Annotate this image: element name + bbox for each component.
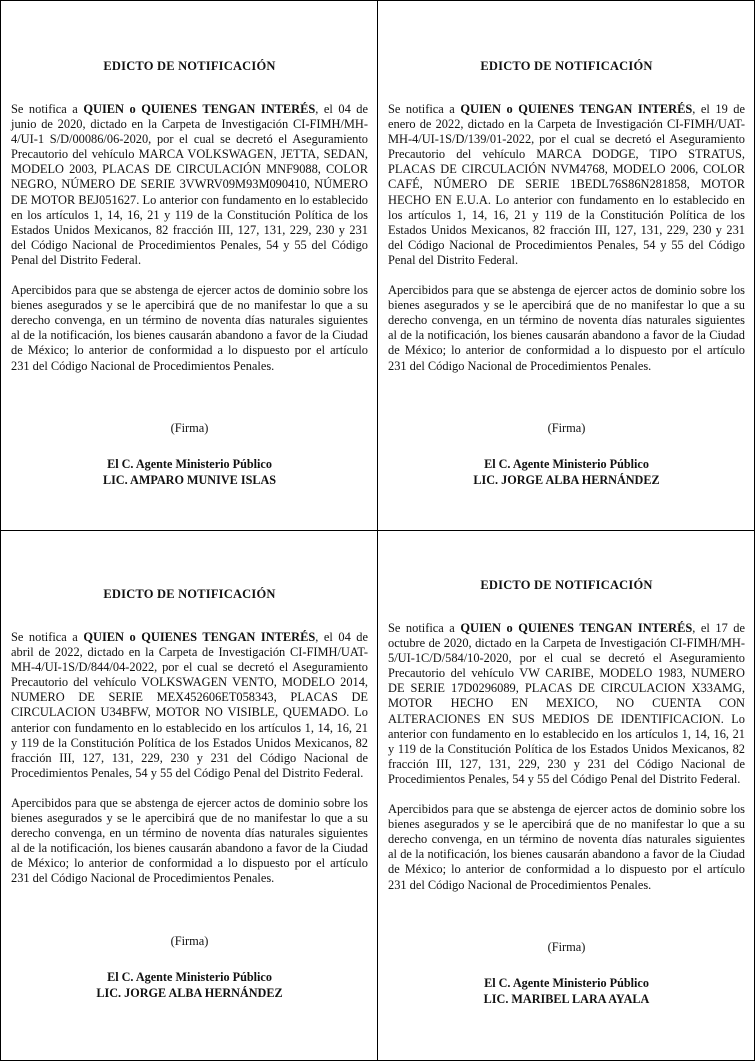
notice-addressee: QUIEN o QUIENES TENGAN INTERÉS <box>460 102 693 116</box>
notice-panel <box>377 0 755 531</box>
notice-title: EDICTO DE NOTIFICACIÓN <box>103 587 276 601</box>
notice-panel <box>0 0 378 531</box>
signatory-block <box>11 969 368 1001</box>
notice-warning: Apercibidos para que se abstenga de ejercer actos de dominio sobre los bienes asegurados y se le apercibirá que de no manifestar lo que a su derecho convenga, en un término de noventa días naturales siguientes al de la notificación, los bienes causarán abandono a favor de la Ciudad de México; lo anterior de conformidad a lo dispuesto por el artículo 231 del Código Nacional de Procedimientos Penales. <box>388 802 745 892</box>
notice-addressee: QUIEN o QUIENES TENGAN INTERÉS <box>83 102 316 116</box>
signature-line: (Firma) <box>547 420 586 435</box>
notice-details: , el 17 de octubre de 2020, dictado en la Carpeta de Investigación CI-FIMH/MH-5/UI-1C/D/584/10-2020, por el cual se decretó el Aseguramiento Precautorio del vehículo VW CARIBE, MODELO 1983, NUMERO DE SERIE 17D0296089, PLACAS DE CIRCULACION X33AMG, MOTOR HECHO EN MEXICO, NO CUENTA CON ALTERACIONES EN SUS MEDIOS DE IDENTIFICACION. Lo anterior con fundamento en lo establecido en los artículos 1, 14, 16, 21 y 119 de la Constitución Política de los Estados Unidos Mexicanos, 82 fracción III, 127, 131, 229, 230 y 231 del Código Nacional de Procedimientos Penales, 54 y 55 del Código Penal del Distrito Federal. <box>388 621 746 786</box>
notice-content <box>11 587 368 1001</box>
notice-warning: Apercibidos para que se abstenga de ejercer actos de dominio sobre los bienes asegurados y se le apercibirá que de no manifestar lo que a su derecho convenga, en un término de noventa días naturales siguientes al de la notificación, los bienes causarán abandono a favor de la Ciudad de México; lo anterior de conformidad a lo dispuesto por el artículo 231 del Código Nacional de Procedimientos Penales. <box>11 795 368 886</box>
notice-title: EDICTO DE NOTIFICACIÓN <box>103 59 276 73</box>
agent-name: LIC. JORGE ALBA HERNÁNDEZ <box>473 472 660 487</box>
notice-warning: Apercibidos para que se abstenga de ejercer actos de dominio sobre los bienes asegurados y se le apercibirá que de no manifestar lo que a su derecho convenga, en un término de noventa días naturales siguientes al de la notificación, los bienes causarán abandono a favor de la Ciudad de México; lo anterior de conformidad a lo dispuesto por el artículo 231 del Código Nacional de Procedimientos Penales. <box>11 283 368 373</box>
agent-name: LIC. JORGE ALBA HERNÁNDEZ <box>96 985 283 1000</box>
notice-details: , el 19 de enero de 2022, dictado en la Carpeta de Investigación CI-FIMH/UAT-MH-4/UI-1S/D/139/01-2022, por el cual se decretó el Aseguramiento Precautorio del vehículo MARCA DODGE, TIPO STRATUS, PLACAS DE CIRCULACIÓN NVM4768, MODELO 2006, COLOR CAFÉ, NÚMERO DE SERIE 1BEDL76S86N281858, MOTOR HECHO EN E.U.A. Lo anterior con fundamento en lo establecido en los artículos 1, 14, 16, 21 y 119 de la Constitución Política de los Estados Unidos Mexicanos, 82 fracción III, 127, 131, 229, 230 y 231 del Código Nacional de Procedimientos Penales, 54 y 55 del Código Penal del Distrito Federal. <box>388 102 746 267</box>
notice-addressee: QUIEN o QUIENES TENGAN INTERÉS <box>460 621 693 635</box>
agent-title: El C. Agente Ministerio Público <box>484 975 649 990</box>
notice-title: EDICTO DE NOTIFICACIÓN <box>480 59 653 73</box>
signature-line: (Firma) <box>547 939 586 954</box>
notice-details: , el 04 de abril de 2022, dictado en la Carpeta de Investigación CI-FIMH/UAT-MH-4/UI-1S/D/844/04-2022, por el cual se decretó el Aseguramiento Precautorio del vehículo VOLKSWAGEN VENTO, MODELO 2014, NUMERO DE SERIE MEX452606ET058343, PLACAS DE CIRCULACION U34BFW, MOTOR NO VISIBLE, QUEMADO. Lo anterior con fundamento en lo establecido en los artículos 1, 14, 16, 21 y 119 de la Constitución Política de los Estados Unidos Mexicanos, 82 fracción III, 127, 131, 229, 230 y 231 del Código Nacional de Procedimientos Penales, 54 y 55 del Código Penal del Distrito Federal. <box>11 630 369 780</box>
notice-intro: Se notifica a <box>11 102 78 116</box>
notice-intro: Se notifica a <box>388 621 455 635</box>
notice-body <box>11 102 368 268</box>
notice-title: EDICTO DE NOTIFICACIÓN <box>480 578 653 592</box>
notice-details: , el 04 de junio de 2020, dictado en la Carpeta de Investigación CI-FIMH/MH-4/UI-1 S/D/00086/06-2020, por el cual se decretó el Aseguramiento Precautorio del vehículo MARCA VOLKSWAGEN, JETTA, SEDAN, MODELO 2003, PLACAS DE CIRCULACIÓN MNF9088, COLOR NEGRO, NÚMERO DE SERIE 3VWRV09M93M090410, NÚMERO DE MOTOR BEJ051627. Lo anterior con fundamento en lo establecido en los artículos 1, 14, 16, 21 y 119 de la Constitución Política de los Estados Unidos Mexicanos, 82 fracción III, 127, 131, 229, 230 y 231 del Código Nacional de Procedimientos Penales, 54 y 55 del Código Penal del Distrito Federal. <box>11 102 369 267</box>
notice-content <box>388 578 745 1007</box>
notice-content <box>11 59 368 488</box>
notice-warning: Apercibidos para que se abstenga de ejercer actos de dominio sobre los bienes asegurados y se le apercibirá que de no manifestar lo que a su derecho convenga, en un término de noventa días naturales siguientes al de la notificación, los bienes causarán abandono a favor de la Ciudad de México; lo anterior de conformidad a lo dispuesto por el artículo 231 del Código Nacional de Procedimientos Penales. <box>388 283 745 373</box>
signatory-block <box>11 456 368 488</box>
agent-title: El C. Agente Ministerio Público <box>484 456 649 471</box>
notice-intro: Se notifica a <box>11 630 78 644</box>
notice-body <box>388 102 745 268</box>
notice-content <box>388 59 745 488</box>
signatory-block <box>388 975 745 1007</box>
agent-title: El C. Agente Ministerio Público <box>107 456 272 471</box>
agent-name: LIC. AMPARO MUNIVE ISLAS <box>102 472 277 487</box>
signature-line: (Firma) <box>170 933 209 948</box>
notice-body <box>388 621 745 787</box>
notice-panel <box>377 530 755 1061</box>
signature-line: (Firma) <box>170 420 209 435</box>
notice-panel <box>0 530 378 1061</box>
agent-title: El C. Agente Ministerio Público <box>107 969 272 984</box>
agent-name: LIC. MARIBEL LARA AYALA <box>483 991 650 1006</box>
notice-body <box>11 630 368 781</box>
notice-addressee: QUIEN o QUIENES TENGAN INTERÉS <box>83 630 316 644</box>
notice-intro: Se notifica a <box>388 102 455 116</box>
signatory-block <box>388 456 745 488</box>
